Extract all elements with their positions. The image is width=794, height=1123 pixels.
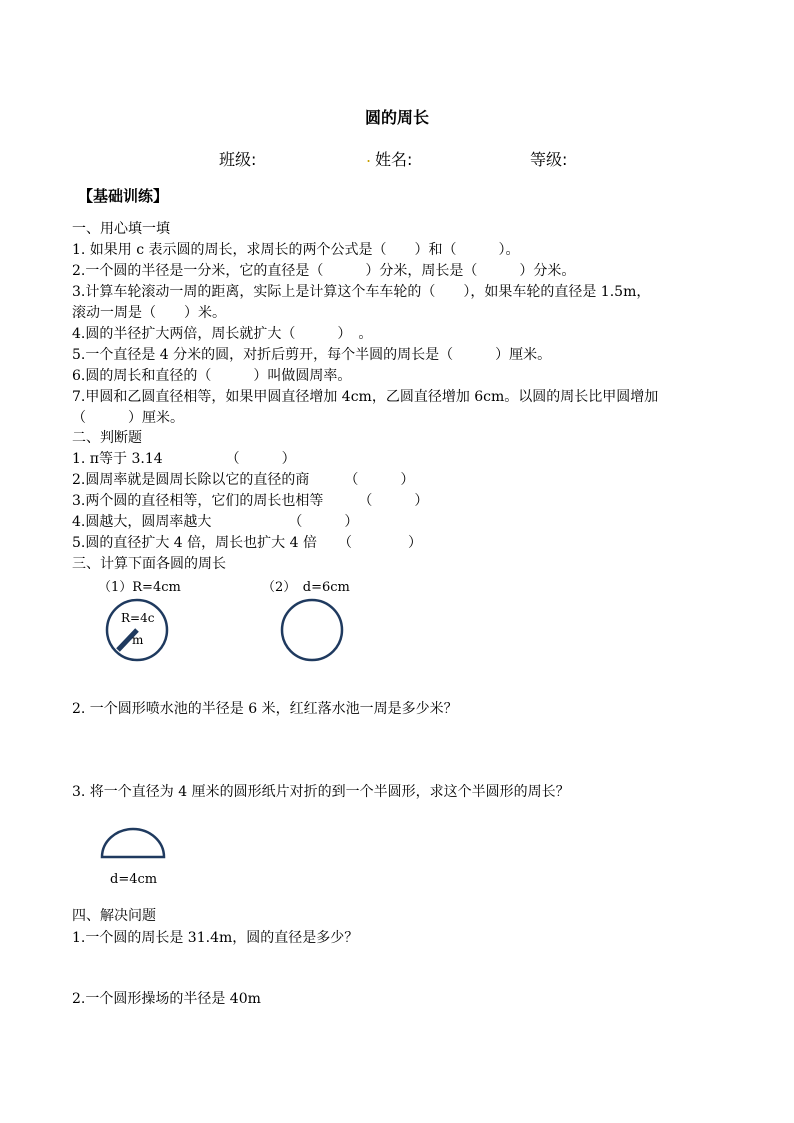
part4-q2: 2.一个圆形操场的半径是 40m <box>72 991 261 1007</box>
part1-heading: 一、用心填一填 <box>72 221 170 237</box>
part1-q7-line1: 7.甲圆和乙圆直径相等，如果甲圆直径增加 4cm，乙圆直径增加 6cm。以圆的周长比甲圆增加 <box>72 389 659 405</box>
part1-q1: 1. 如果用 c 表示圆的周长，求周长的两个公式是（ ）和（ ）。 <box>72 242 520 258</box>
part3-sub1: （1）R=4cm <box>98 580 181 595</box>
semicircle-label: d=4cm <box>110 872 158 887</box>
part2-q4: 4.圆越大，圆周率越大 （ ） <box>72 514 359 530</box>
grade-label: 等级: <box>530 150 568 169</box>
part3-sub2: （2） d=6cm <box>262 580 350 595</box>
part1-q5: 5.一个直径是 4 分米的圆，对折后剪开，每个半圆的周长是（ ）厘米。 <box>72 347 552 363</box>
circle1-label-line2: m <box>132 633 144 647</box>
part2-q5: 5.圆的直径扩大 4 倍，周长也扩大 4 倍 （ ） <box>72 535 422 551</box>
header-dot: . <box>366 147 372 166</box>
part1-q6: 6.圆的周长和直径的（ ）叫做圆周率。 <box>72 368 352 384</box>
circle-figure-radius <box>104 599 172 665</box>
part1-q2: 2.一个圆的半径是一分米，它的直径是（ ）分米，周长是（ ）分米。 <box>72 263 576 279</box>
part2-q2: 2.圆周率就是圆周长除以它的直径的商 （ ） <box>72 472 415 488</box>
part1-q4: 4.圆的半径扩大两倍，周长就扩大（ ） 。 <box>72 326 373 342</box>
semicircle-figure <box>99 826 167 860</box>
part1-q3-line2: 滚动一周是（ ）米。 <box>72 305 226 321</box>
part3-q2: 2. 一个圆形喷水池的半径是 6 米，红红落水池一周是多少米？ <box>72 701 458 717</box>
part4-heading: 四、解决问题 <box>72 908 156 924</box>
class-label: 班级: <box>219 150 257 169</box>
part4-q1: 1.一个圆的周长是 31.4m，圆的直径是多少？ <box>72 930 359 946</box>
part1-q3-line1: 3.计算车轮滚动一周的距离，实际上是计算这个车车轮的（ ），如果车轮的直径是 1.5m， <box>72 284 651 300</box>
circle1-label-line1: R=4c <box>121 611 155 625</box>
section-title: 【基础训练】 <box>78 187 169 205</box>
part3-heading: 三、计算下面各圆的周长 <box>72 556 226 572</box>
page-title: 圆的周长 <box>364 108 429 127</box>
part3-q3: 3. 将一个直径为 4 厘米的圆形纸片对折的到一个半圆形，求这个半圆形的周长？ <box>72 784 570 800</box>
circle-figure-diameter <box>280 598 346 664</box>
part2-q1: 1. π等于 3.14 （ ） <box>72 451 296 467</box>
part2-q3: 3.两个圆的直径相等，它们的周长也相等 （ ） <box>72 493 429 509</box>
part2-heading: 二、判断题 <box>72 430 142 446</box>
name-label: 姓名: <box>375 150 413 169</box>
part1-q7-line2: （ ）厘米。 <box>72 410 184 426</box>
